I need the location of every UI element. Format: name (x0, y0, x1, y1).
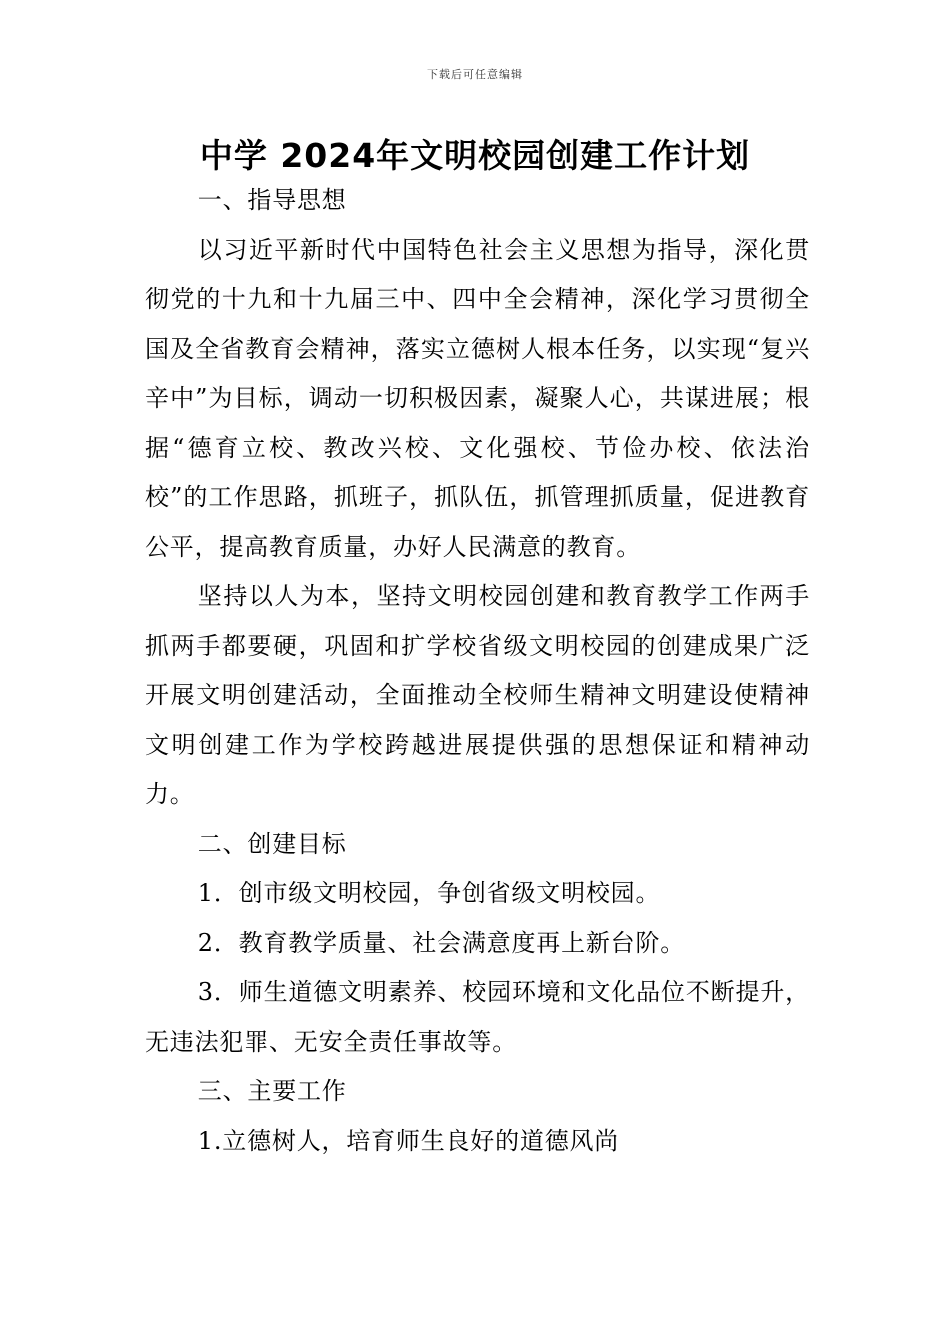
section-heading-main-work: 三、主要工作 (197, 1077, 347, 1105)
section-heading-guiding-ideology: 一、指导思想 (197, 186, 347, 214)
goal-item-2: 2．教育教学质量、社会满意度再上新台阶。 (197, 928, 686, 957)
document-title: 中学 2024年文明校园创建工作计划 (199, 136, 751, 175)
header-note: 下载后可任意编辑 (427, 68, 523, 81)
document-body (145, 176, 810, 1166)
paragraph-guiding-ideology-1: 以习近平新时代中国特色社会主义思想为指导，深化贯彻党的十九和十九届三中、四中全会精神，深化学习贯彻全国及全省教育会精神，落实立德树人根本任务，以实现“复兴辛中”为目标，调动一切积极因素，凝聚人心，共谋进展；根据“德育立校、教改兴校、文化强校、节俭办校、依法治校”的工作思路，抓班子，抓队伍，抓管理抓质量，促进教育公平，提高教育质量，办好人民满意的教育。 (145, 235, 810, 561)
work-item-1: 1.立德树人，培育师生良好的道德风尚 (197, 1126, 620, 1155)
goal-item-1: 1．创市级文明校园，争创省级文明校园。 (197, 879, 661, 907)
section-heading-goals: 二、创建目标 (197, 829, 347, 858)
goal-item-3: 3．师生道德文明素养、校园环境和文化品位不断提升，无违法犯罪、无安全责任事故等。 (145, 978, 810, 1056)
paragraph-guiding-ideology-2: 坚持以人为本，坚持文明校园创建和教育教学工作两手抓两手都要硬，巩固和扩学校省级文明校园的创建成果广泛开展文明创建活动，全面推动全校师生精神文明建设使精神文明创建工作为学校跨越进展提供强的思想保证和精神动力。 (145, 582, 810, 808)
